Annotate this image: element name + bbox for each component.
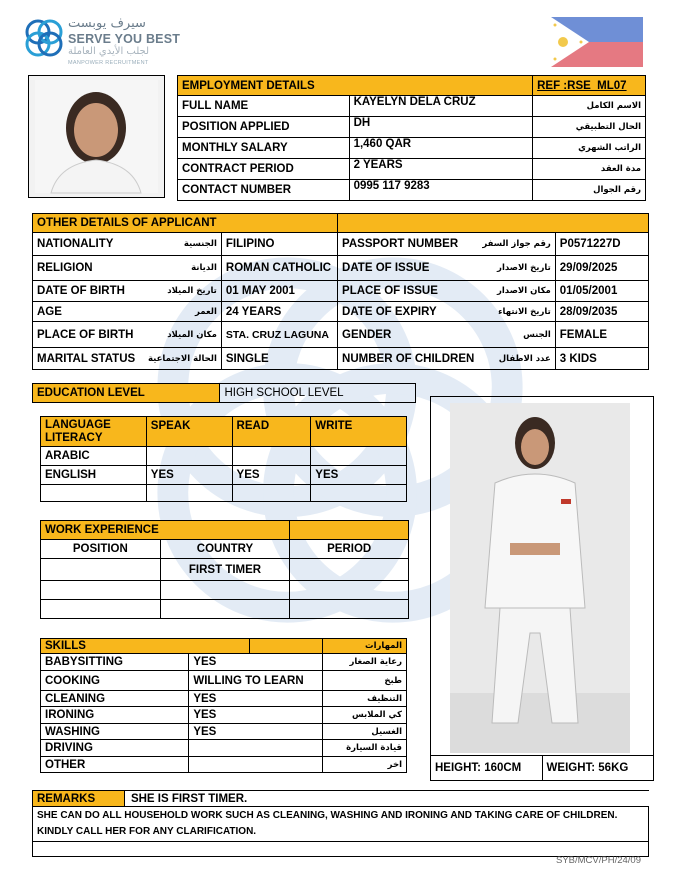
gender-label: GENDER bbox=[338, 322, 479, 348]
marital-status-value: SINGLE bbox=[221, 348, 337, 370]
read-header: READ bbox=[232, 417, 311, 447]
arabic-language-label: ARABIC bbox=[41, 447, 147, 466]
english-write-value: YES bbox=[311, 466, 407, 485]
marital-status-label: MARITAL STATUS bbox=[33, 348, 145, 370]
english-read-value: YES bbox=[232, 466, 311, 485]
skill-value: YES bbox=[189, 707, 323, 724]
work-experience-header: WORK EXPERIENCE bbox=[41, 521, 290, 540]
document-code: SYB/MCV/PH/24/09 bbox=[555, 855, 641, 866]
skill-value: YES bbox=[189, 654, 323, 671]
language-literacy-table bbox=[40, 416, 407, 502]
employment-details-header: EMPLOYMENT DETAILS bbox=[178, 76, 533, 96]
contact-number-arabic: رقم الجوال bbox=[533, 180, 646, 201]
monthly-salary-value: 1,460 QAR bbox=[349, 138, 533, 159]
date-of-expiry-label: DATE OF EXPIRY bbox=[338, 302, 479, 322]
date-of-birth-label: DATE OF BIRTH bbox=[33, 281, 145, 302]
marital-status-arabic: الحالة الاجتماعية bbox=[144, 348, 221, 370]
height-value: HEIGHT: 160CM bbox=[431, 756, 543, 781]
logo-english-name: SERVE YOU BEST bbox=[68, 32, 181, 46]
contract-period-value: 2 YEARS bbox=[349, 159, 533, 180]
philippines-flag-icon bbox=[551, 17, 643, 67]
blank-cell bbox=[160, 581, 290, 600]
gender-arabic: الجنس bbox=[478, 322, 555, 348]
skill-arabic: التنظيف bbox=[323, 691, 407, 707]
skills-header-arabic: المهارات bbox=[323, 639, 407, 654]
skill-arabic: قيادة السيارة bbox=[323, 740, 407, 757]
arabic-write-value bbox=[311, 447, 407, 466]
full-body-photo-frame bbox=[430, 396, 654, 756]
education-level-value: HIGH SCHOOL LEVEL bbox=[220, 384, 416, 403]
remarks-summary: SHE IS FIRST TIMER. bbox=[124, 791, 648, 807]
company-logo bbox=[22, 14, 182, 70]
number-of-children-arabic: عدد الاطفال bbox=[478, 348, 555, 370]
education-level-label: EDUCATION LEVEL bbox=[33, 384, 220, 403]
skill-name: CLEANING bbox=[41, 691, 189, 707]
skill-value: YES bbox=[189, 691, 323, 707]
period-column-header: PERIOD bbox=[290, 540, 409, 559]
nationality-label: NATIONALITY bbox=[33, 233, 145, 256]
full-name-arabic: الاسم الكامل bbox=[533, 96, 646, 117]
skill-name: COOKING bbox=[41, 671, 189, 691]
arabic-speak-value bbox=[146, 447, 232, 466]
date-of-issue-value: 29/09/2025 bbox=[555, 256, 648, 281]
place-of-birth-arabic: مكان الميلاد bbox=[144, 322, 221, 348]
contact-number-value: 0995 117 9283 bbox=[349, 180, 533, 201]
monthly-salary-label: MONTHLY SALARY bbox=[178, 138, 350, 159]
blank-cell bbox=[311, 485, 407, 502]
skill-value: WILLING TO LEARN bbox=[189, 671, 323, 691]
blank-cell bbox=[290, 600, 409, 619]
education-level-table bbox=[32, 383, 416, 403]
contract-period-label: CONTRACT PERIOD bbox=[178, 159, 350, 180]
work-experience-header-blank bbox=[290, 521, 409, 540]
skill-name: IRONING bbox=[41, 707, 189, 724]
position-applied-label: POSITION APPLIED bbox=[178, 117, 350, 138]
applicant-portrait-frame bbox=[28, 75, 165, 198]
other-details-header-blank bbox=[338, 214, 649, 233]
skill-value bbox=[189, 740, 323, 757]
language-literacy-header: LANGUAGE LITERACY bbox=[41, 417, 147, 447]
passport-number-value: P0571227D bbox=[555, 233, 648, 256]
blank-cell bbox=[41, 485, 147, 502]
contact-number-label: CONTACT NUMBER bbox=[178, 180, 350, 201]
monthly-salary-arabic: الراتب الشهري bbox=[533, 138, 646, 159]
speak-header: SPEAK bbox=[146, 417, 232, 447]
place-of-issue-value: 01/05/2001 bbox=[555, 281, 648, 302]
weight-value: WEIGHT: 56KG bbox=[542, 756, 653, 781]
skill-name: BABYSITTING bbox=[41, 654, 189, 671]
passport-number-arabic: رقم جواز السفر bbox=[478, 233, 555, 256]
employment-details-table bbox=[177, 75, 646, 201]
other-details-table bbox=[32, 213, 649, 370]
rings-logo-icon bbox=[22, 14, 66, 62]
remarks-label: REMARKS bbox=[33, 791, 125, 807]
other-details-header: OTHER DETAILS OF APPLICANT bbox=[33, 214, 338, 233]
work-position-cell bbox=[41, 559, 161, 581]
skill-arabic: طبخ bbox=[323, 671, 407, 691]
religion-value: ROMAN CATHOLIC bbox=[221, 256, 337, 281]
skills-table bbox=[40, 638, 407, 773]
religion-label: RELIGION bbox=[33, 256, 145, 281]
date-of-issue-arabic: تاريخ الاصدار bbox=[478, 256, 555, 281]
date-of-expiry-value: 28/09/2035 bbox=[555, 302, 648, 322]
date-of-birth-value: 01 MAY 2001 bbox=[221, 281, 337, 302]
write-header: WRITE bbox=[311, 417, 407, 447]
skill-arabic: كي الملابس bbox=[323, 707, 407, 724]
skill-value: YES bbox=[189, 724, 323, 740]
passport-number-label: PASSPORT NUMBER bbox=[338, 233, 479, 256]
skill-arabic: اخر bbox=[323, 757, 407, 773]
english-speak-value: YES bbox=[146, 466, 232, 485]
blank-cell bbox=[232, 485, 311, 502]
blank-cell bbox=[160, 600, 290, 619]
age-value: 24 YEARS bbox=[221, 302, 337, 322]
number-of-children-label: NUMBER OF CHILDREN bbox=[338, 348, 479, 370]
measurements-table bbox=[430, 755, 654, 781]
skill-arabic: رعاية الصغار bbox=[323, 654, 407, 671]
age-label: AGE bbox=[33, 302, 145, 322]
blank-cell bbox=[41, 600, 161, 619]
applicant-full-body-photo bbox=[450, 403, 630, 753]
date-of-issue-label: DATE OF ISSUE bbox=[338, 256, 479, 281]
english-language-label: ENGLISH bbox=[41, 466, 147, 485]
remarks-line-2: KINDLY CALL HER FOR ANY CLARIFICATION. bbox=[37, 826, 257, 837]
full-name-value: KAYELYN DELA CRUZ bbox=[349, 96, 533, 117]
first-timer-note: FIRST TIMER bbox=[160, 559, 290, 581]
religion-arabic: الديانة bbox=[144, 256, 221, 281]
place-of-issue-arabic: مكان الاصدار bbox=[478, 281, 555, 302]
date-of-birth-arabic: تاريخ الميلاد bbox=[144, 281, 221, 302]
skill-name: DRIVING bbox=[41, 740, 189, 757]
place-of-birth-label: PLACE OF BIRTH bbox=[33, 322, 145, 348]
country-column-header: COUNTRY bbox=[160, 540, 290, 559]
blank-cell bbox=[146, 485, 232, 502]
position-column-header: POSITION bbox=[41, 540, 161, 559]
skills-header-divider bbox=[249, 639, 250, 653]
remarks-table bbox=[32, 790, 649, 857]
remarks-line-1: SHE CAN DO ALL HOUSEHOLD WORK SUCH AS CLEANING, WASHING AND IRONING AND TAKING CARE OF CHILDREN. bbox=[37, 810, 618, 821]
nationality-arabic: الجنسية bbox=[144, 233, 221, 256]
work-period-cell bbox=[290, 559, 409, 581]
logo-subtitle: MANPOWER RECRUITMENT bbox=[68, 60, 149, 66]
full-name-label: FULL NAME bbox=[178, 96, 350, 117]
nationality-value: FILIPINO bbox=[221, 233, 337, 256]
work-experience-table bbox=[40, 520, 409, 619]
skill-value bbox=[189, 757, 323, 773]
applicant-portrait-photo bbox=[29, 76, 164, 197]
place-of-birth-value: STA. CRUZ LAGUNA bbox=[221, 322, 337, 348]
position-applied-value: DH bbox=[349, 117, 533, 138]
age-arabic: العمر bbox=[144, 302, 221, 322]
skills-header bbox=[41, 639, 323, 654]
place-of-issue-label: PLACE OF ISSUE bbox=[338, 281, 479, 302]
reference-number: REF :RSE_ML07 bbox=[533, 76, 646, 96]
skills-header-label: SKILLS bbox=[45, 640, 86, 652]
logo-arabic-name: سيرف يوبست bbox=[68, 16, 146, 31]
position-applied-arabic: الحال التطبيقي bbox=[533, 117, 646, 138]
contract-period-arabic: مدة العقد bbox=[533, 159, 646, 180]
blank-cell bbox=[290, 581, 409, 600]
skill-name: OTHER bbox=[41, 757, 189, 773]
skill-arabic: الغسيل bbox=[323, 724, 407, 740]
skill-name: WASHING bbox=[41, 724, 189, 740]
number-of-children-value: 3 KIDS bbox=[555, 348, 648, 370]
gender-value: FEMALE bbox=[555, 322, 648, 348]
date-of-expiry-arabic: تاريخ الانتهاء bbox=[478, 302, 555, 322]
arabic-read-value bbox=[232, 447, 311, 466]
blank-cell bbox=[41, 581, 161, 600]
logo-arabic-tagline: لجلب الأيدي العاملة bbox=[68, 46, 150, 57]
